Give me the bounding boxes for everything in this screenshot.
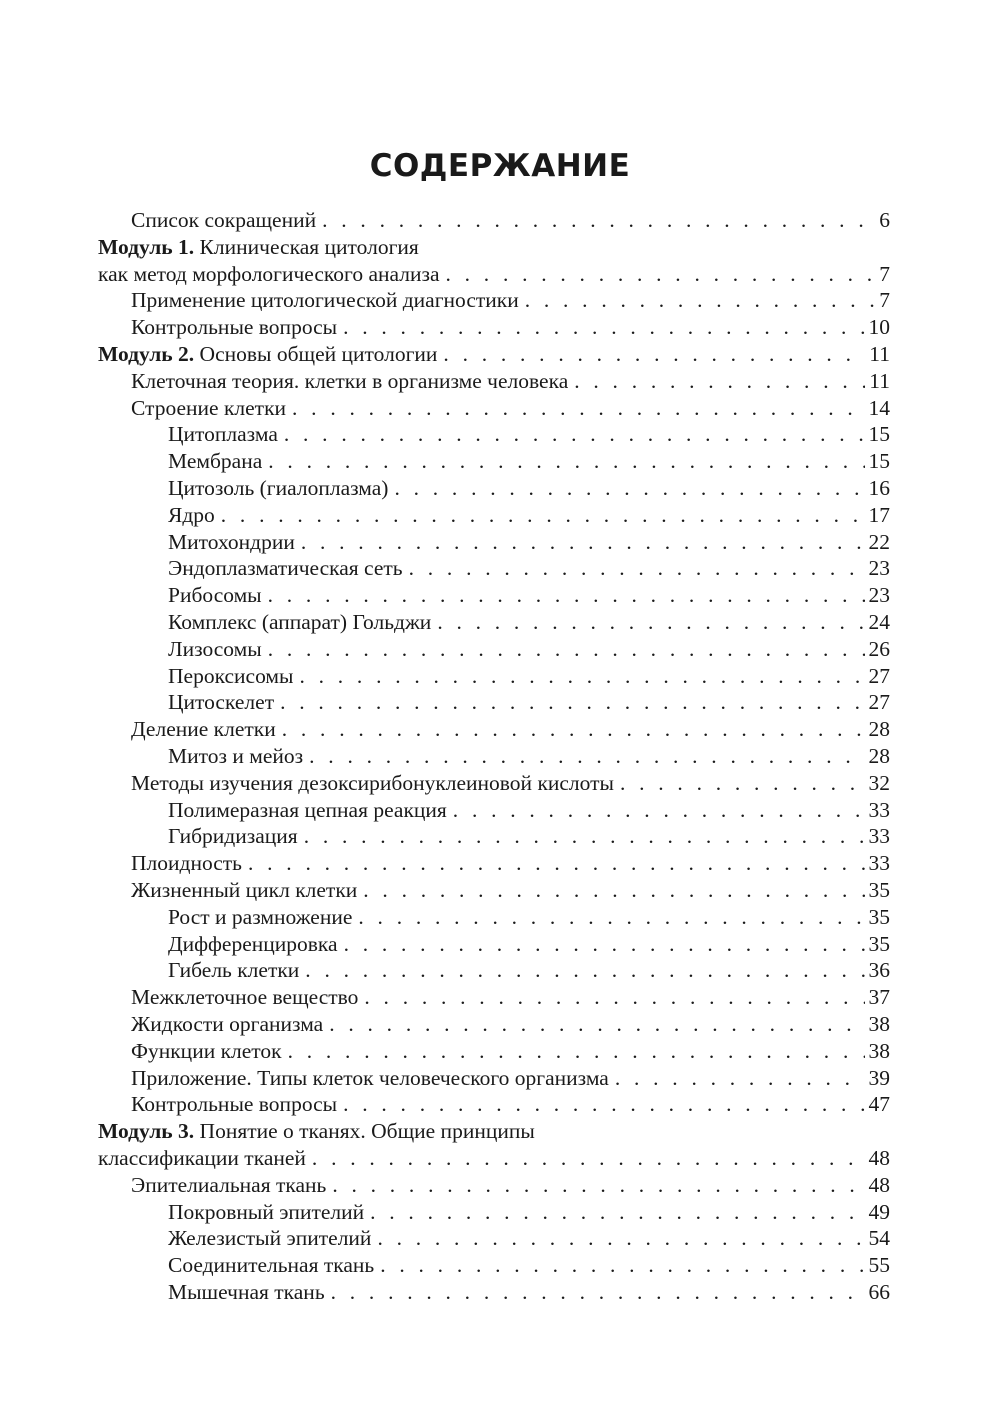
dot-leader [262,448,864,475]
page-number: 23 [868,583,890,608]
toc-entry [0,1145,1000,1172]
page-number: 38 [868,1012,890,1036]
toc-entry [0,663,1000,690]
toc-entry [0,770,1000,797]
toc-entry-text: Контрольные вопросы [131,1092,338,1117]
toc-entry-line [168,1279,890,1306]
toc-entry [0,1011,1000,1038]
dot-leader [215,502,865,529]
toc-entry-line [131,1091,890,1118]
toc-entry-label [98,234,419,261]
page-number: 48 [868,1146,890,1170]
page-number: 49 [868,1199,890,1224]
toc-entry-line [131,1172,890,1199]
dot-leader [262,636,865,663]
toc-entry-text: Строение клетки [131,395,287,420]
page-title: СОДЕРЖАНИЕ [369,148,631,184]
toc-entry-label [168,582,262,609]
toc-entry [0,1172,1000,1199]
toc-entry-text: Митоз и мейоз [168,744,304,768]
dot-leader [338,931,865,958]
toc-entry [0,1279,1000,1306]
page-number: 33 [868,797,890,822]
toc-entry [0,689,1000,716]
toc-entry-label [168,555,403,582]
toc-entry-label [98,341,437,368]
toc-entry-text: Основы общей цитологии [194,342,438,366]
toc-entry [0,448,1000,475]
toc-entry-label [131,314,337,341]
toc-entry-line [131,850,890,877]
toc-entry [0,716,1000,743]
page-number: 33 [868,851,890,876]
toc-entry [0,1199,1000,1226]
toc-entry [0,904,1000,931]
toc-entry [0,823,1000,850]
page-number: 66 [868,1280,890,1304]
page-number: 27 [868,663,890,688]
page-number: 35 [868,931,890,956]
page-number: 38 [868,1038,890,1063]
toc-entry-label [168,529,295,556]
page-number: 26 [868,636,890,661]
toc-entry [0,877,1000,904]
toc-entry-text: Эндоплазматическая сеть [168,556,403,581]
toc-entry-line [168,1225,890,1252]
dot-leader [326,1172,864,1199]
toc-entry-text: Комплекс (аппарат) Гольджи [168,610,432,634]
page-number: 27 [868,690,890,715]
toc-entry-label [168,636,262,663]
dot-leader [364,1199,864,1226]
toc-entry-label [131,1011,323,1038]
page-number: 48 [868,1172,890,1197]
toc-entry-label [131,1091,337,1118]
toc-entry-text: Эпителиальная ткань [131,1172,327,1197]
toc-entry-label [168,1199,364,1226]
toc-entry-line [168,529,890,556]
toc-entry-text: Соединительная ткань [168,1253,375,1278]
toc-entry [0,207,1000,234]
toc-entry-label [98,1118,535,1145]
toc-entry-text: Пероксисомы [168,663,294,688]
toc-entry-text: Полимеразная цепная реакция [168,797,447,822]
toc-entry-line [168,957,890,984]
toc-entry [0,957,1000,984]
toc-entry [0,234,1000,261]
toc-entry-line [131,207,890,234]
toc-entry [0,1225,1000,1252]
toc-entry-line [131,770,890,797]
page-number: 35 [868,904,890,929]
module-number: Модуль 2. [98,342,195,366]
toc-entry-label [168,689,274,716]
page-number: 39 [868,1065,890,1090]
toc-entry [0,341,1000,368]
toc-entry [0,261,1000,288]
page-number: 54 [868,1226,890,1251]
dot-leader [403,555,865,582]
toc-entry-line [98,234,890,261]
dot-leader [276,716,865,743]
page-number: 7 [879,288,890,313]
toc-entry-label [131,770,614,797]
toc-entry [0,395,1000,422]
toc-entry-label [168,1225,371,1252]
toc-entry-text: Приложение. Типы клеток человеческого организма [131,1065,609,1090]
dot-leader [323,1011,864,1038]
dot-leader [282,1038,865,1065]
toc-entry-line [168,743,890,770]
toc-entry-label [131,984,358,1011]
toc-entry-text: Цитоплазма [168,422,278,447]
dot-leader [278,421,865,448]
toc-entry [0,421,1000,448]
toc-entry-line [131,1038,890,1065]
toc-entry-line [131,287,890,314]
toc-entry-text: Мышечная ткань [168,1280,325,1304]
toc-entry-label [168,421,278,448]
toc-entry-text: Рибосомы [168,583,262,608]
toc-entry-line [168,582,890,609]
toc-entry-label [168,609,431,636]
toc-entry [0,368,1000,395]
toc-entry [0,502,1000,529]
toc-entry-line [168,1252,890,1279]
toc-entry-line [131,716,890,743]
toc-entry-line [131,395,890,422]
toc-entry-line [98,341,890,368]
dot-leader [519,287,876,314]
page-number: 23 [868,556,890,581]
toc-entry-text: Дифференцировка [168,931,338,956]
toc-entry-line [168,823,890,850]
toc-entry-text: Цитоскелет [168,690,275,715]
toc-entry-line [131,1011,890,1038]
dot-leader [298,823,865,850]
dot-leader [371,1225,864,1252]
toc-entry-line [131,1065,890,1092]
toc-entry-line [168,421,890,448]
page-number: 47 [868,1092,890,1117]
toc-entry-text: Рост и размножение [168,904,353,929]
toc-entry [0,475,1000,502]
toc-entry-label [131,1038,282,1065]
dot-leader [374,1252,864,1279]
toc-entry [0,582,1000,609]
toc-entry-label [131,1172,326,1199]
page-number: 17 [868,502,890,527]
toc-entry-label [98,1145,306,1172]
dot-leader [437,341,865,368]
toc-entry-label [131,850,242,877]
toc-entry-line [168,609,890,636]
toc-entry-text: Методы изучения дезоксирибонуклеиновой кислоты [131,770,614,795]
toc-entry-line [168,475,890,502]
page-number: 14 [868,395,890,420]
toc-entry-text: Митохондрии [168,529,295,554]
toc-entry-label [168,475,388,502]
module-number: Модуль 1. [98,234,195,259]
toc-entry-label [168,904,352,931]
toc-entry-line [168,904,890,931]
page-number: 36 [868,958,890,983]
toc-entry-text: Список сокращений [131,208,317,232]
toc-entry [0,1252,1000,1279]
toc-entry-line [168,797,890,824]
toc-entry-line [168,555,890,582]
toc-entry-label [168,1252,374,1279]
toc-entry-text: Гибель клетки [168,958,300,983]
toc-entry-label [168,931,338,958]
toc-entry-line [98,1145,890,1172]
toc-entry-label [168,502,215,529]
toc-entry-line [168,663,890,690]
toc-entry-line [168,448,890,475]
toc-entry-text: Жидкости организма [131,1012,324,1036]
toc-entry-label [168,663,293,690]
page-number: 28 [868,744,890,768]
dot-leader [299,957,864,984]
toc-entry-text: Цитозоль (гиалоплазма) [168,476,389,500]
toc-entry-label [168,1279,325,1306]
toc-entry-text: Контрольные вопросы [131,315,338,340]
page-number: 11 [869,342,890,366]
toc-entry-line [168,1199,890,1226]
page-number: 11 [869,368,890,393]
dot-leader [337,1091,864,1118]
toc-entry-text: Применение цитологической диагностики [131,288,519,313]
toc-entry [0,1118,1000,1145]
dot-leader [286,395,864,422]
toc-entry-label [131,1065,609,1092]
dot-leader [357,877,864,904]
toc-entry-text: Понятие о тканях. Общие принципы [194,1119,535,1144]
toc-entry [0,984,1000,1011]
toc-entry-label [131,207,316,234]
toc-entry [0,850,1000,877]
dot-leader [242,850,865,877]
toc-entry [0,287,1000,314]
dot-leader [316,207,875,234]
page-number: 35 [868,878,890,902]
page-number: 37 [868,985,890,1010]
toc-entry-text: Клеточная теория. клетки в организме человека [131,368,569,393]
toc-entry [0,797,1000,824]
toc-entry [0,529,1000,556]
dot-leader [295,529,865,556]
page-number: 55 [868,1253,890,1278]
page-number: 33 [868,824,890,849]
toc-entry-text: Клиническая цитология [194,234,419,259]
toc-entry [0,636,1000,663]
toc-entry-text: Гибридизация [168,824,298,849]
dot-leader [352,904,864,931]
toc-entry-text: Деление клетки [131,717,276,742]
dot-leader [440,261,876,288]
toc-entry [0,1065,1000,1092]
dot-leader [262,582,865,609]
toc-entry [0,743,1000,770]
dot-leader [568,368,865,395]
toc-entry [0,555,1000,582]
toc-entry-text: Покровный эпителий [168,1199,365,1224]
page-number: 16 [868,476,890,500]
module-number: Модуль 3. [98,1119,195,1144]
toc-entry-line [131,984,890,1011]
dot-leader [306,1145,865,1172]
toc-entry-label [168,448,262,475]
page-number: 6 [879,208,890,232]
toc-entry-text: Железистый эпителий [168,1226,372,1251]
toc-entry-text: классификации тканей [98,1146,306,1170]
toc-entry-label [168,743,303,770]
dot-leader [614,770,865,797]
toc-entry [0,609,1000,636]
toc-entry [0,314,1000,341]
page-number: 10 [868,315,890,340]
dot-leader [358,984,864,1011]
page-number: 7 [879,261,890,286]
page-number: 24 [868,610,890,634]
dot-leader [388,475,864,502]
toc-entry-line [131,314,890,341]
toc-entry-label [168,823,298,850]
toc-entry-text: Лизосомы [168,636,262,661]
toc-entry-text: Межклеточное вещество [131,985,359,1010]
toc-entry [0,1038,1000,1065]
toc-entry-text: Плоидность [131,851,242,876]
dot-leader [303,743,864,770]
page-number: 32 [868,770,890,795]
toc-entry-text: Жизненный цикл клетки [131,878,358,902]
toc-entry-line [168,689,890,716]
toc-entry-label [131,716,276,743]
dot-leader [447,797,865,824]
dot-leader [337,314,864,341]
dot-leader [431,609,864,636]
toc-entry-line [168,636,890,663]
toc-entry-text: как метод морфологического анализа [98,261,440,286]
page-number: 15 [868,422,890,447]
page-number: 28 [868,717,890,742]
toc-entry-label [131,395,286,422]
toc-entry [0,931,1000,958]
toc-entry-label [168,957,299,984]
toc-entry-label [131,877,357,904]
toc-entry-line [98,261,890,288]
dot-leader [274,689,864,716]
toc-entry-label [98,261,440,288]
toc-entry-text: Мембрана [168,449,263,474]
dot-leader [325,1279,865,1306]
toc-entry-label [131,368,568,395]
toc-entry-line [168,502,890,529]
toc-entry [0,1091,1000,1118]
toc-entry-line [131,368,890,395]
toc-entry-line [168,931,890,958]
toc-entry-label [168,797,447,824]
page-number: 15 [868,449,890,474]
toc-entry-line [98,1118,890,1145]
toc-entry-text: Ядро [168,502,215,527]
toc-entry-label [131,287,519,314]
dot-leader [609,1065,865,1092]
toc-entry-text: Функции клеток [131,1038,282,1063]
toc-entry-line [131,877,890,904]
page-number: 22 [868,529,890,554]
dot-leader [293,663,864,690]
